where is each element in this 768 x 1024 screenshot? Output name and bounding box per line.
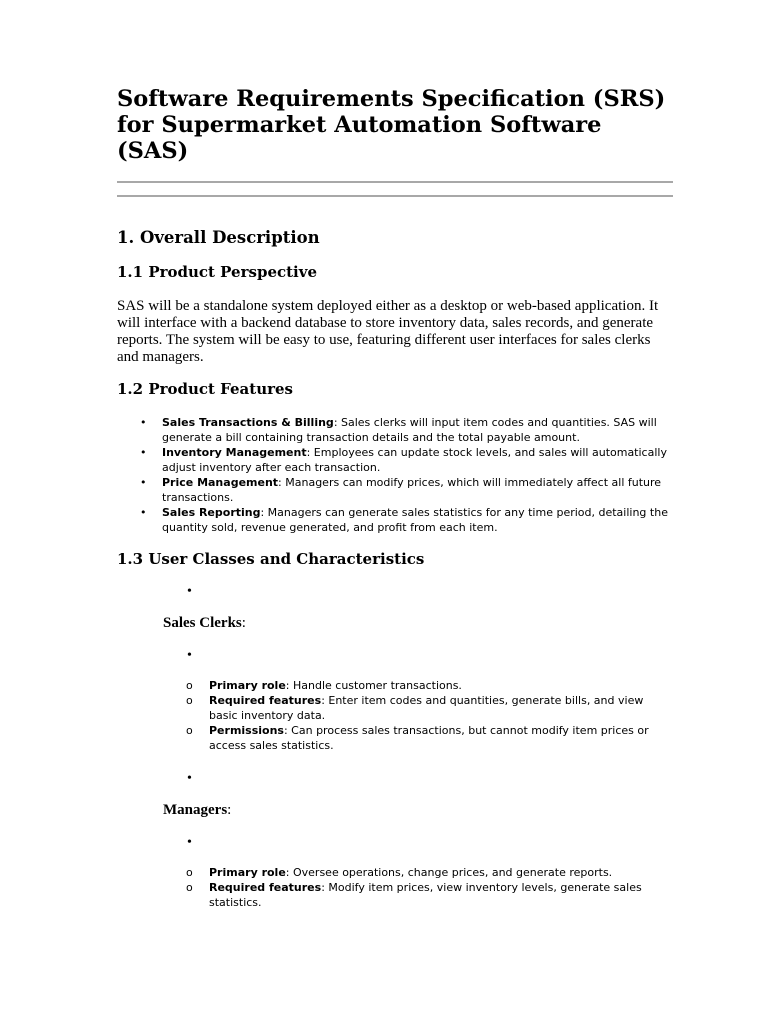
user-class-heading-managers: Managers: <box>163 802 232 818</box>
list-item: o Required features: Enter item codes and quantities, generate bills, and view basic inventory data. <box>186 694 644 722</box>
bullet: • <box>140 476 147 489</box>
list-item <box>117 415 673 445</box>
sub-bullet: o <box>186 694 193 707</box>
feature-label: Sales Transactions & Billing <box>162 416 334 429</box>
document-title: Software Requirements Specification (SRS) for Supermarket Automation Software (SAS) <box>117 86 666 164</box>
feature-label: Price Management <box>162 476 279 489</box>
section-heading-overall-description: 1. Overall Description <box>117 228 320 247</box>
section-heading-product-perspective: 1.1 Product Perspective <box>117 263 318 281</box>
user-class-heading-sales-clerks: Sales Clerks: <box>163 615 246 631</box>
horizontal-rule <box>117 195 673 197</box>
sub-bullet: o <box>186 724 193 737</box>
list-item: o Primary role: Oversee operations, change prices, and generate reports. <box>186 866 613 879</box>
list-item: o Required features: Modify item prices, view inventory levels, generate sales statistics. <box>186 881 642 909</box>
managers-list <box>117 865 673 910</box>
empty-bullet: • <box>187 584 192 599</box>
horizontal-rule <box>117 181 673 183</box>
bullet: • <box>140 416 147 429</box>
document-page <box>117 86 673 910</box>
feature-text: : Managers can modify prices, which will immediately affect all future transactions. <box>162 476 662 504</box>
sub-bullet: o <box>186 679 193 692</box>
sales-clerks-list <box>117 678 673 753</box>
section-heading-user-classes: 1.3 User Classes and Characteristics <box>117 550 425 568</box>
empty-bullet: • <box>187 835 192 850</box>
sub-bullet: o <box>186 866 193 879</box>
list-item <box>117 505 673 535</box>
list-item: o Primary role: Handle customer transactions. <box>186 679 462 692</box>
list-item <box>117 475 673 505</box>
feature-label: Sales Reporting <box>162 506 261 519</box>
feature-text: : Managers can generate sales statistics for any time period, detailing the quantity sold, revenue generated, and profit from each item. <box>162 506 668 534</box>
feature-label: Inventory Management <box>162 446 307 459</box>
sub-bullet: o <box>186 881 193 894</box>
empty-bullet: • <box>187 648 192 663</box>
empty-bullet: • <box>187 771 192 786</box>
list-item <box>117 445 673 475</box>
feature-text: : Sales clerks will input item codes and quantities. SAS will generate a bill containing transaction details and the total payable amount. <box>162 416 657 444</box>
list-item: o Permissions: Can process sales transactions, but cannot modify item prices or access sales statistics. <box>186 724 649 752</box>
product-features-list <box>117 415 673 535</box>
bullet: • <box>140 446 147 459</box>
feature-text: : Employees can update stock levels, and sales will automatically adjust inventory after each transaction. <box>162 446 667 474</box>
section-heading-product-features: 1.2 Product Features <box>117 380 294 398</box>
product-perspective-text: SAS will be a standalone system deployed either as a desktop or web-based application. It will interface with a backend database to store inventory data, sales records, and generate reports. The system will be easy to use, featuring different user interfaces for sales clerks and managers. <box>117 298 659 365</box>
bullet: • <box>140 506 147 519</box>
